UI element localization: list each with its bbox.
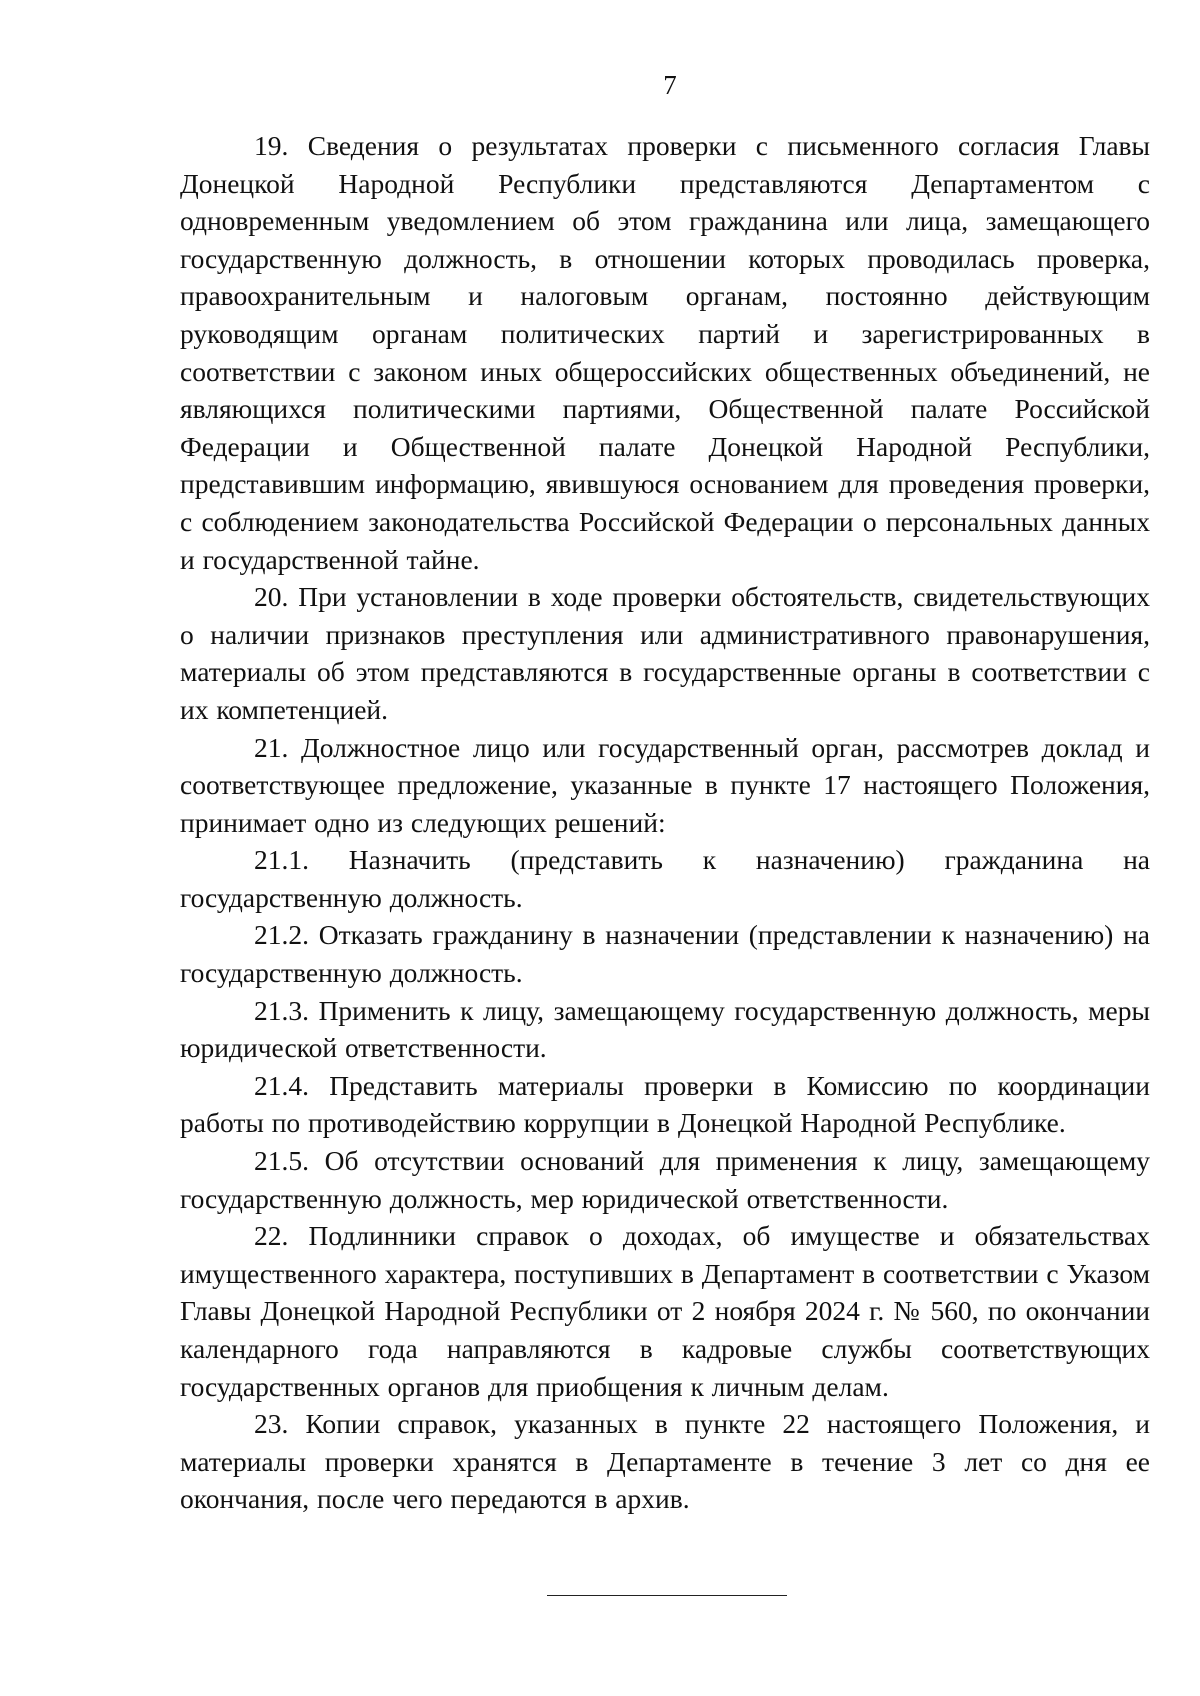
paragraph-20: 20. При установлении в ходе проверки обстоятельств, свидетельствующих о наличии признаков преступления или административного правонарушения, материалы об этом представляются в государственные органы в соответствии с их компетенцией. — [180, 581, 1150, 725]
paragraph-19: 19. Сведения о результатах проверки с письменного согласия Главы Донецкой Народной Республики представляются Департаментом с одновременным уведомлением об этом гражданина или лица, замещающего государственную должность, в отношении которых проводилась проверка, правоохранительным и налоговым органам, постоянно действующим руководящим органам политических партий и зарегистрированных в соответствии с законом иных общероссийских общественных объединений, не являющихся политическими партиями, Общественной палате Российской Федерации и Общественной палате Донецкой Народной Республики, представившим информацию, явившуюся основанием для проведения проверки, с соблюдением законодательства Российской Федерации о персональных данных и государственной тайне. — [180, 130, 1150, 575]
paragraph-23: 23. Копии справок, указанных в пункте 22 настоящего Положения, и материалы проверки хранятся в Департаменте в течение 3 лет со дня ее окончания, после чего передаются в архив. — [180, 1408, 1150, 1515]
paragraph-21-3: 21.3. Применить к лицу, замещающему государственную должность, меры юридической ответственности. — [180, 994, 1150, 1064]
paragraph-21-5: 21.5. Об отсутствии оснований для применения к лицу, замещающему государственную должность, мер юридической ответственности. — [180, 1145, 1150, 1214]
paragraph-21-2: 21.2. Отказать гражданину в назначении (представлении к назначению) на государственную должность. — [180, 919, 1150, 989]
paragraph-21-4: 21.4. Представить материалы проверки в Комиссию по координации работы по противодействию коррупции в Донецкой Народной Республике. — [180, 1069, 1150, 1139]
paragraph-21: 21. Должностное лицо или государственный орган, рассмотрев доклад и соответствующее предложение, указанные в пункте 17 настоящего Положения, принимает одно из следующих решений: — [180, 731, 1150, 838]
page-number: 7 — [663, 70, 677, 100]
paragraph-22: 22. Подлинники справок о доходах, об имуществе и обязательствах имущественного характера, поступивших в Департамент в соответствии с Указом Главы Донецкой Народной Республики от 2 ноября 2024 г. № 560, по окончании календарного года направляются в кадровые службы соответствующих государственных органов для приобщения к личным делам. — [180, 1220, 1150, 1402]
document-body — [180, 127, 1150, 1518]
end-separator-line — [547, 1595, 787, 1596]
paragraph-21-1: 21.1. Назначить (представить к назначению) гражданина на государственную должность. — [180, 844, 1150, 913]
